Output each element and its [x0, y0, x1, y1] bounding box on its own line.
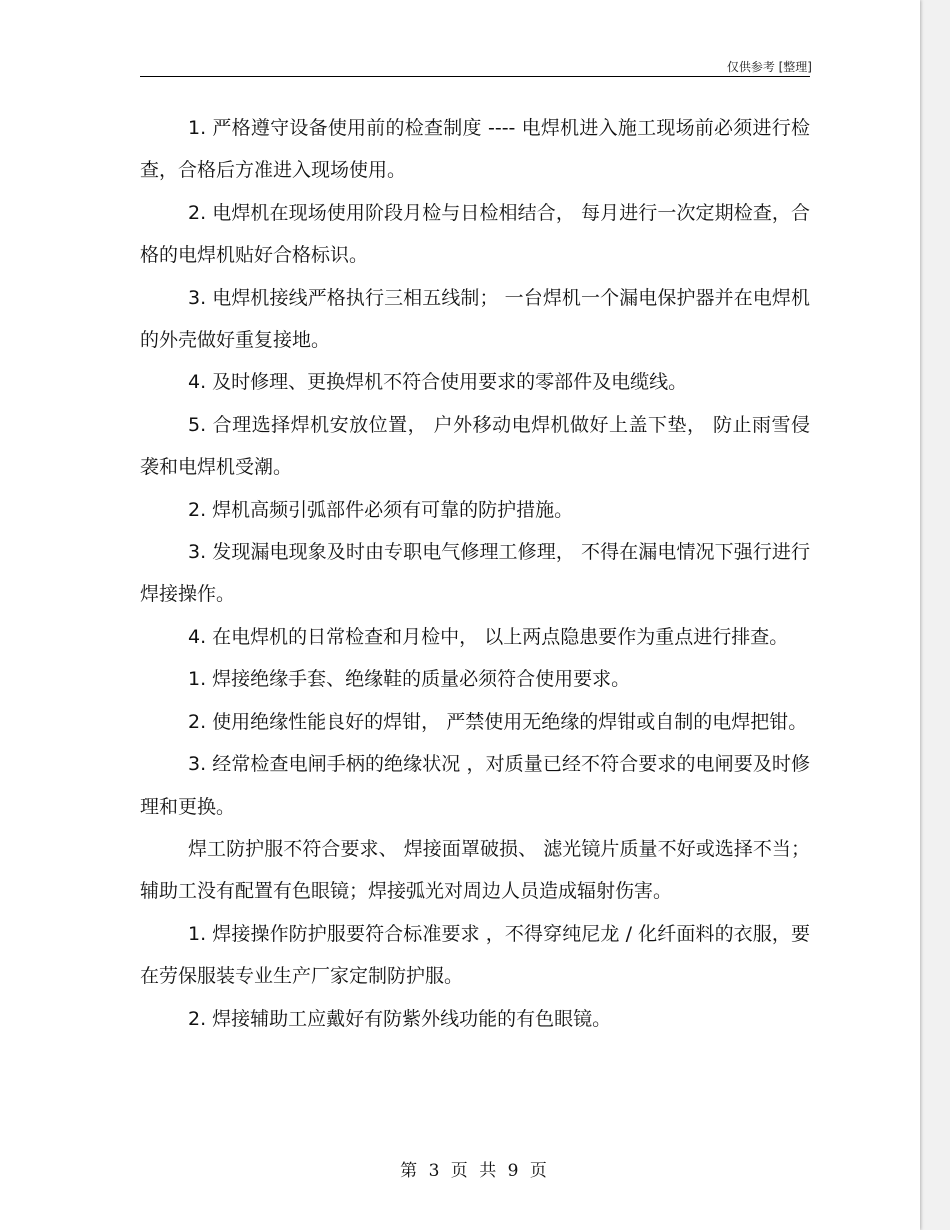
paragraph: 3. 发现漏电现象及时由专职电气修理工修理， 不得在漏电情况下强行进行焊接操作。 — [140, 541, 810, 606]
page-number-footer: 第 3 页 共 9 页 — [400, 1161, 550, 1181]
paragraph: 2. 焊机高频引弧部件必须有可靠的防护措施。 — [188, 498, 574, 521]
paragraph: 3. 电焊机接线严格执行三相五线制； 一台焊机一个漏电保护器并在电焊机的外壳做好重复接地。 — [140, 286, 810, 352]
paragraph: 4. 及时修理、更换焊机不符合使用要求的零部件及电缆线。 — [188, 371, 688, 394]
paragraph: 2. 电焊机在现场使用阶段月检与日检相结合， 每月进行一次定期检查，合格的电焊机贴好合格标识。 — [140, 201, 810, 267]
paragraph: 1. 严格遵守设备使用前的检查制度 ---- 电焊机进入施工现场前必须进行检查，合格后方准进入现场使用。 — [140, 117, 810, 182]
paragraph: 1. 焊接操作防护服要符合标准要求 ，不得穿纯尼龙 / 化纤面料的衣服，要在劳保服装专业生产厂家定制防护服。 — [140, 922, 810, 988]
paragraph: 焊工防护服不符合要求、 焊接面罩破损、 滤光镜片质量不好或选择不当；辅助工没有配置有色眼镜；焊接弧光对周边人员造成辐射伤害。 — [140, 837, 810, 903]
paragraph: 3. 经常检查电闸手柄的绝缘状况 ，对质量已经不符合要求的电闸要及时修理和更换。 — [140, 753, 810, 818]
paragraph: 2. 使用绝缘性能良好的焊钳， 严禁使用无绝缘的焊钳或自制的电焊把钳。 — [188, 710, 808, 733]
paragraph: 5. 合理选择焊机安放位置， 户外移动电焊机做好上盖下垫， 防止雨雪侵袭和电焊机受潮。 — [140, 413, 810, 479]
paragraph: 4. 在电焊机的日常检查和月检中， 以上两点隐患要作为重点进行排查。 — [188, 625, 789, 648]
paragraph: 2. 焊接辅助工应戴好有防紫外线功能的有色眼镜。 — [188, 1007, 612, 1030]
document-body — [140, 107, 810, 1040]
header-note: 仅供参考 [整理] — [726, 60, 812, 74]
header-divider — [140, 76, 810, 77]
paragraph: 1. 焊接绝缘手套、绝缘鞋的质量必须符合使用要求。 — [188, 668, 631, 691]
